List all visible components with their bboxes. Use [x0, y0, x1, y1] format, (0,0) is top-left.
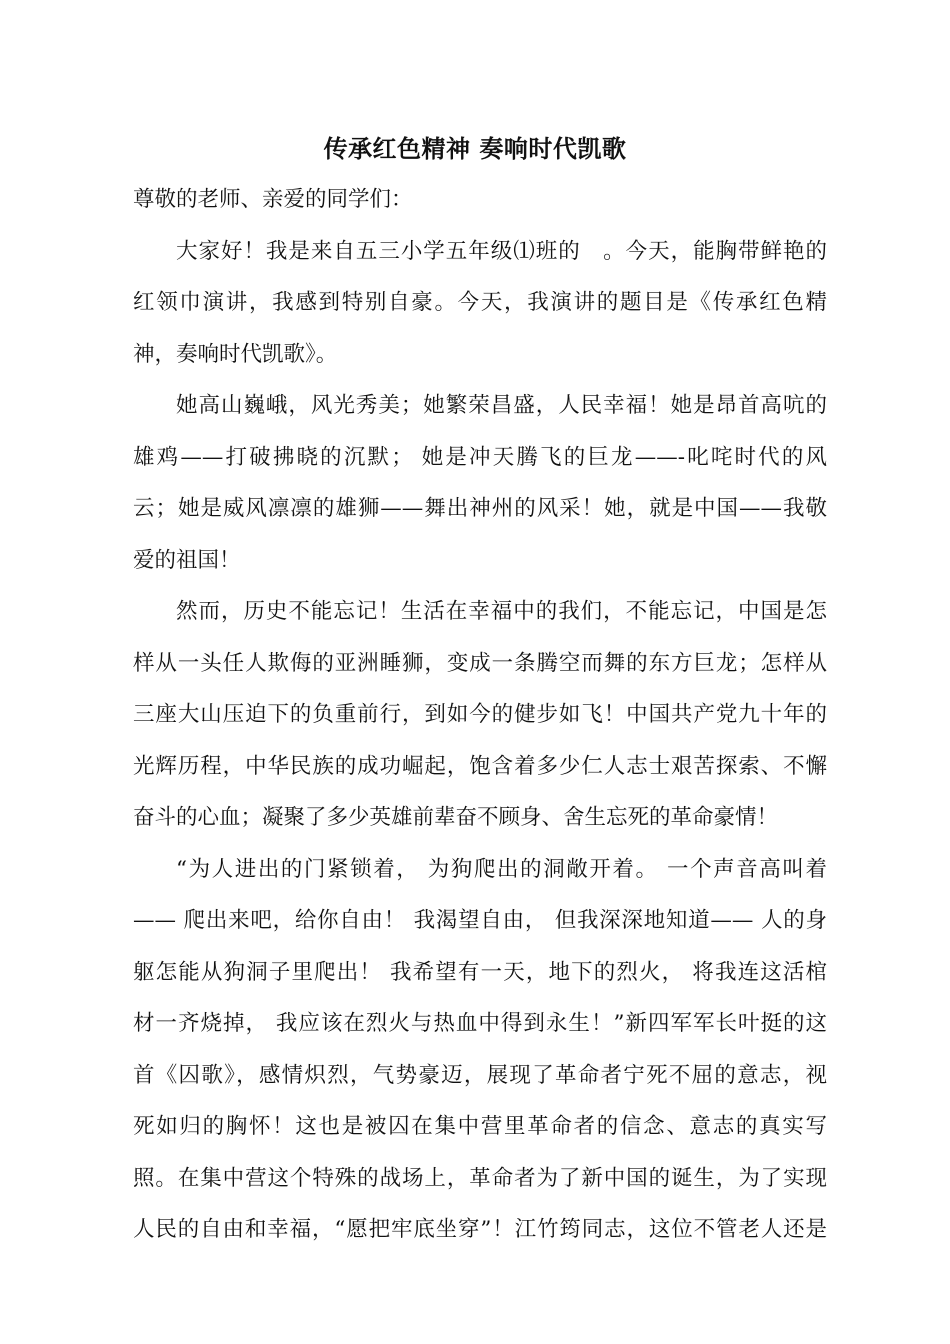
text-line: 然而，历史不能忘记！生活在幸福中的我们，不能忘记，中国是怎	[176, 599, 827, 624]
text-line: 三座大山压迫下的负重前行，到如今的健步如飞！中国共产党九十年的	[133, 702, 827, 727]
text-line: 材一齐烧掉， 我应该在烈火与热血中得到永生！”新四军军长叶挺的这	[133, 1011, 827, 1036]
text-line: 样从一头任人欺侮的亚洲睡狮，变成一条腾空而舞的东方巨龙；怎样从	[133, 650, 827, 676]
text-line: 雄鸡——打破拂晓的沉默； 她是冲天腾飞的巨龙——-叱咤时代的风	[133, 444, 827, 470]
text-line: 神，奏响时代凯歌》。	[133, 341, 338, 367]
text-line: 人民的自由和幸福，“愿把牢底坐穿”！江竹筠同志，这位不管老人还是	[133, 1217, 827, 1242]
text-line: 尊敬的老师、亲爱的同学们：	[133, 187, 413, 212]
text-line: 红领巾演讲，我感到特别自豪。今天，我演讲的题目是《传承红色精	[133, 290, 827, 315]
text-line: —— 爬出来吧，给你自由！ 我渴望自由， 但我深深地知道—— 人的身	[133, 908, 827, 933]
text-line: 爱的祖国！	[133, 547, 241, 573]
text-line: 云；她是威风凛凛的雄狮——舞出神州的风采！她，就是中国——我敬	[133, 496, 827, 521]
text-line: “为人进出的门紧锁着， 为狗爬出的洞敞开着。 一个声音高叫着	[176, 856, 827, 882]
text-line: 大家好！我是来自五三小学五年级⑴班的 。今天，能胸带鲜艳的	[176, 238, 827, 264]
text-line: 她高山巍峨，风光秀美；她繁荣昌盛，人民幸福！她是昂首高吭的	[176, 393, 827, 418]
text-line: 光辉历程，中华民族的成功崛起，饱含着多少仁人志士艰苦探索、不懈	[133, 753, 827, 779]
text-line: 死如归的胸怀！这也是被囚在集中营里革命者的信念、意志的真实写	[133, 1114, 827, 1139]
text-line: 奋斗的心血；凝聚了多少英雄前辈奋不顾身、舍生忘死的革命豪情！	[133, 805, 779, 830]
document-body	[133, 182, 827, 1264]
text-line: 首《囚歌》，感情炽烈，气势豪迈，展现了革命者宁死不屈的意志，视	[133, 1062, 827, 1088]
text-line: 照。在集中营这个特殊的战场上，革命者为了新中国的诞生，为了实现	[133, 1165, 827, 1191]
document-title: 传承红色精神 奏响时代凯歌	[323, 134, 627, 163]
text-line: 躯怎能从狗洞子里爬出！ 我希望有一天，地下的烈火， 将我连这活棺	[133, 959, 827, 985]
